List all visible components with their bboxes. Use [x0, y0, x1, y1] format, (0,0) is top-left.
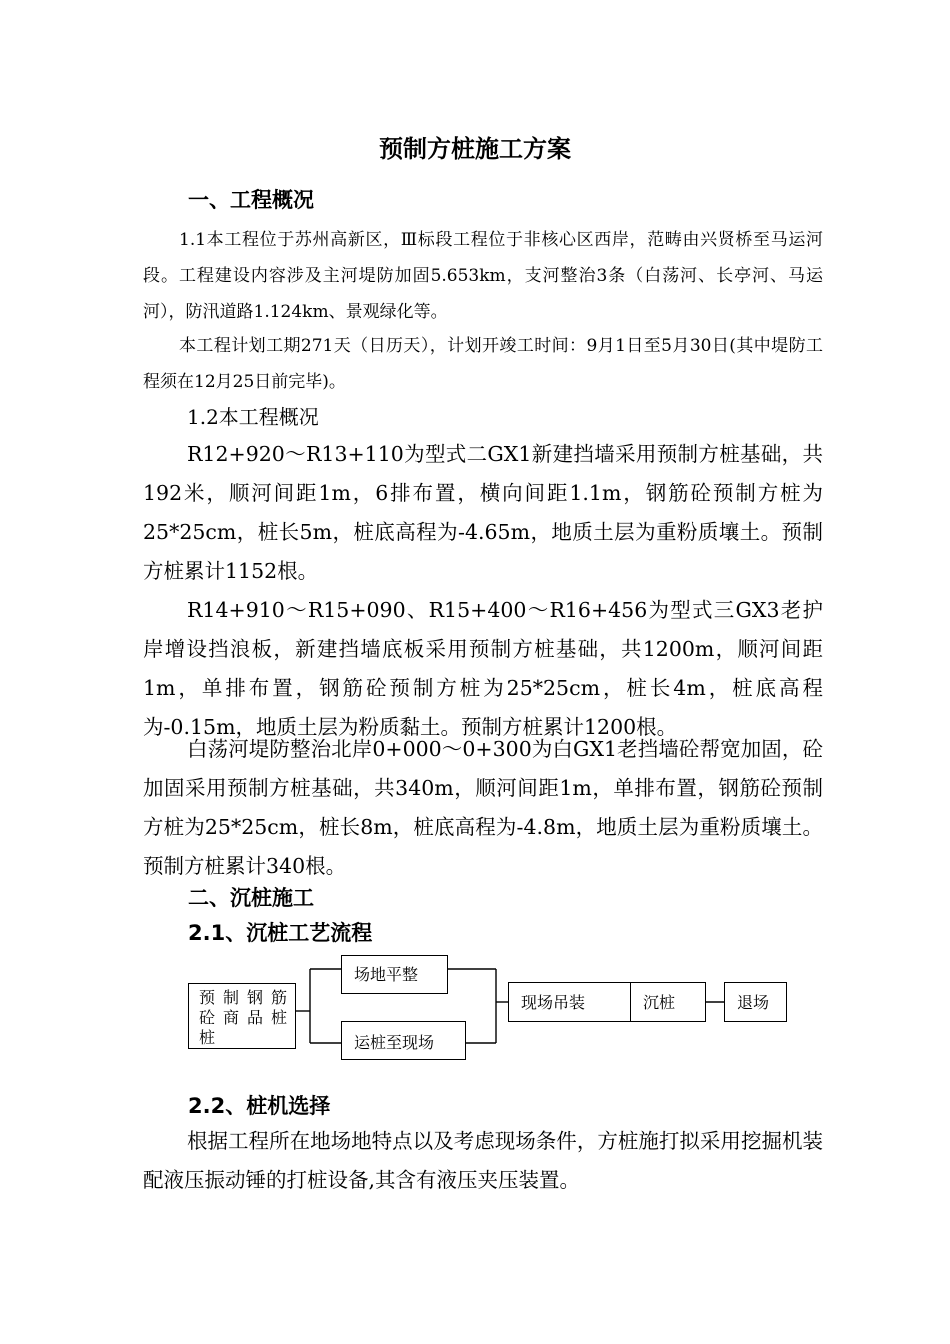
subsection-2-1-heading: 2.1、沉桩工艺流程: [188, 921, 373, 945]
flow-site-leveling-box: 场地平整: [341, 955, 448, 994]
paragraph-baidang: 白荡河堤防整治北岸0+000～0+300为白GX1老挡墙砼帮宽加固，砼加固采用预制方桩基础，共340m，顺河间距1m，单排布置，钢筋砼预制方桩为25*25cm，桩长8m，桩底高程为-4.8m，地质土层为重粉质壤土。预制方桩累计340根。: [143, 737, 823, 878]
flow-exit-box: 退场: [724, 982, 787, 1022]
paragraph-pile-machine: 根据工程所在地场地特点以及考虑现场条件，方桩施打拟采用挖掘机装配液压振动锤的打桩设备,其含有液压夹压装置。: [143, 1129, 823, 1192]
flow-hoisting-box: 现场吊装: [508, 982, 631, 1022]
flow-start-line3: 桩: [199, 1028, 216, 1047]
subsection-1-2-heading: 1.2本工程概况: [187, 405, 319, 429]
paragraph-schedule: 本工程计划工期271天（日历天），计划开竣工时间：9月1日至5月30日(其中堤防工程须在12月25日前完毕)。: [143, 336, 823, 392]
subsection-2-2-heading: 2.2、桩机选择: [188, 1094, 331, 1118]
flow-pile-sinking-box: 沉桩: [630, 982, 706, 1022]
document-title: 预制方桩施工方案: [379, 135, 571, 163]
flow-start-line1: 预制钢筋: [199, 988, 287, 1007]
paragraph-r12: R12+920～R13+110为型式二GX1新建挡墙采用预制方桩基础，共192米，顺河间距1m，6排布置，横向间距1.1m，钢筋砼预制方桩为25*25cm，桩长5m，桩底高程为-4.65m，地质土层为重粉质壤土。预制方桩累计1152根。: [143, 442, 823, 583]
section-1-heading: 一、工程概况: [188, 188, 314, 212]
flow-start-box: [188, 983, 296, 1049]
paragraph-1-1: 1.1本工程位于苏州高新区，Ⅲ标段工程位于非核心区西岸，范畴由兴贤桥至马运河段。工程建设内容涉及主河堤防加固5.653km，支河整治3条（白荡河、长亭河、马运河），防汛道路1.124km、景观绿化等。: [143, 230, 823, 322]
paragraph-r14: R14+910～R15+090、R15+400～R16+456为型式三GX3老护岸增设挡浪板，新建挡墙底板采用预制方桩基础，共1200m，顺河间距1m，单排布置，钢筋砼预制方桩为25*25cm，桩长4m，桩底高程为-0.15m，地质土层为粉质黏土。预制方桩累计1200根。: [143, 598, 823, 739]
flow-pile-transport-box: 运桩至现场: [341, 1021, 466, 1060]
flow-start-line2: 砼商品桩: [199, 1008, 287, 1027]
section-2-heading: 二、沉桩施工: [188, 886, 314, 910]
